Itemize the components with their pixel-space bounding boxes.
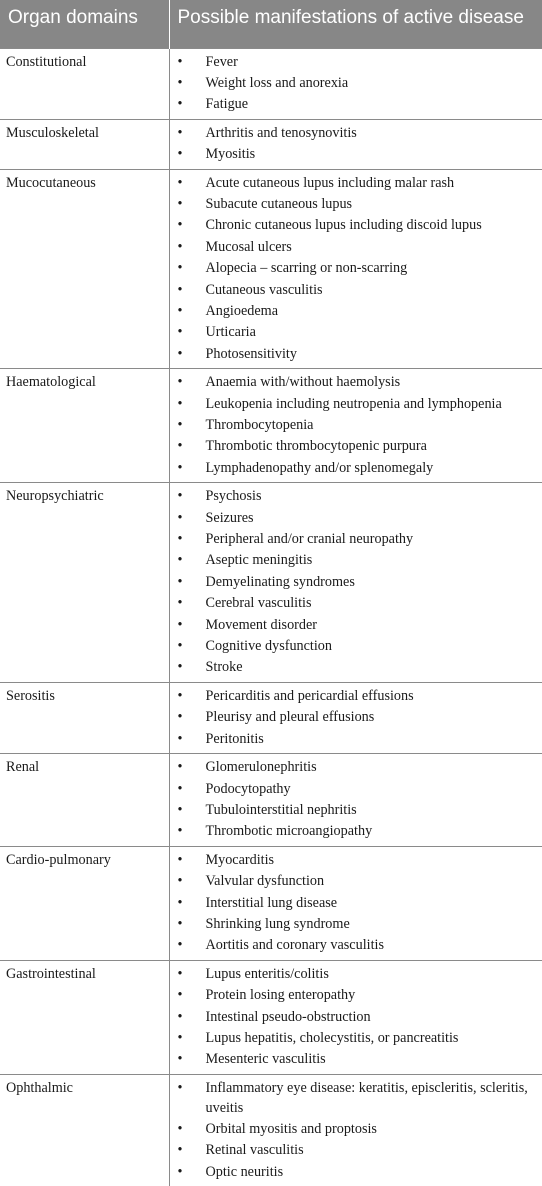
manifestations-list <box>170 483 542 682</box>
manifestations-cell <box>169 754 542 847</box>
manifestation-item: • Glomerulonephritis <box>170 757 539 778</box>
table-row <box>0 483 542 683</box>
manifestation-item: • Cutaneous vasculitis <box>170 280 539 301</box>
organ-domain-cell: Gastrointestinal <box>0 960 169 1074</box>
manifestation-item: • Mucosal ulcers <box>170 237 539 258</box>
manifestation-item: • Lymphadenopathy and/or splenomegaly <box>170 458 539 479</box>
organ-domain-cell: Cardio-pulmonary <box>0 846 169 960</box>
manifestations-cell <box>169 483 542 683</box>
table-row <box>0 682 542 753</box>
manifestations-cell <box>169 1074 542 1186</box>
manifestations-list <box>170 369 542 482</box>
manifestation-item: • Myocarditis <box>170 850 539 871</box>
manifestations-list <box>170 683 542 753</box>
manifestation-item: • Aseptic meningitis <box>170 550 539 571</box>
manifestation-item: • Optic neuritis <box>170 1162 539 1183</box>
manifestation-item: • Seizures <box>170 508 539 529</box>
manifestation-item: • Peripheral and/or cranial neuropathy <box>170 529 539 550</box>
table-row <box>0 1074 542 1186</box>
manifestation-item: • Lupus enteritis/colitis <box>170 964 539 985</box>
organ-domain-cell: Constitutional <box>0 48 169 119</box>
table-row <box>0 169 542 369</box>
header-organ-domains: Organ domains <box>0 0 169 48</box>
manifestation-item: • Arthritis and tenosynovitis <box>170 123 539 144</box>
manifestation-item: • Stroke <box>170 657 539 678</box>
manifestation-item: • Alopecia – scarring or non-scarring <box>170 258 539 279</box>
manifestations-list <box>170 961 542 1074</box>
manifestation-item: • Acute cutaneous lupus including malar rash <box>170 173 539 194</box>
organ-domain-cell: Serositis <box>0 682 169 753</box>
manifestations-cell <box>169 846 542 960</box>
manifestation-item: • Retinal vasculitis <box>170 1140 539 1161</box>
manifestation-item: • Tubulointerstitial nephritis <box>170 800 539 821</box>
table-row <box>0 846 542 960</box>
manifestation-item: • Movement disorder <box>170 615 539 636</box>
table-row <box>0 119 542 169</box>
manifestation-item: • Cognitive dysfunction <box>170 636 539 657</box>
header-manifestations: Possible manifestations of active disease <box>169 0 542 48</box>
table-row <box>0 369 542 483</box>
table-row <box>0 754 542 847</box>
organ-domain-cell: Renal <box>0 754 169 847</box>
manifestation-item: • Peritonitis <box>170 729 539 750</box>
manifestation-item: • Cerebral vasculitis <box>170 593 539 614</box>
manifestation-item: • Urticaria <box>170 322 539 343</box>
manifestation-item: • Pericarditis and pericardial effusions <box>170 686 539 707</box>
manifestation-item: • Protein losing enteropathy <box>170 985 539 1006</box>
manifestation-item: • Aortitis and coronary vasculitis <box>170 935 539 956</box>
manifestations-cell <box>169 119 542 169</box>
manifestations-list <box>170 120 542 169</box>
organ-domain-cell: Haematological <box>0 369 169 483</box>
manifestation-item: • Intestinal pseudo-obstruction <box>170 1007 539 1028</box>
manifestation-item: • Fever <box>170 52 539 73</box>
manifestations-list <box>170 170 542 369</box>
manifestation-item: • Shrinking lung syndrome <box>170 914 539 935</box>
manifestation-item: • Mesenteric vasculitis <box>170 1049 539 1070</box>
manifestation-item: • Thrombotic microangiopathy <box>170 821 539 842</box>
manifestation-item: • Myositis <box>170 144 539 165</box>
manifestations-cell <box>169 682 542 753</box>
manifestations-list <box>170 754 542 846</box>
manifestation-item: • Photosensitivity <box>170 344 539 365</box>
organ-domain-cell: Ophthalmic <box>0 1074 169 1186</box>
organ-domain-cell: Neuropsychiatric <box>0 483 169 683</box>
manifestation-item: • Angioedema <box>170 301 539 322</box>
manifestations-cell <box>169 369 542 483</box>
manifestation-item: • Valvular dysfunction <box>170 871 539 892</box>
table-row <box>0 48 542 119</box>
manifestation-item: • Thrombotic thrombocytopenic purpura <box>170 436 539 457</box>
manifestation-item: • Subacute cutaneous lupus <box>170 194 539 215</box>
manifestation-item: • Inflammatory eye disease: keratitis, episcleritis, scleritis, uveitis <box>170 1078 539 1119</box>
manifestations-cell <box>169 48 542 119</box>
header-row <box>0 0 542 48</box>
manifestation-item: • Interstitial lung disease <box>170 893 539 914</box>
organ-domain-cell: Musculoskeletal <box>0 119 169 169</box>
manifestation-item: • Fatigue <box>170 94 539 115</box>
organ-domain-cell: Mucocutaneous <box>0 169 169 369</box>
manifestation-item: • Podocytopathy <box>170 779 539 800</box>
manifestations-list <box>170 1075 542 1186</box>
manifestations-cell <box>169 960 542 1074</box>
manifestation-item: • Pleurisy and pleural effusions <box>170 707 539 728</box>
manifestations-list <box>170 49 542 119</box>
table-body <box>0 48 542 1186</box>
manifestation-item: • Thrombocytopenia <box>170 415 539 436</box>
manifestation-item: • Psychosis <box>170 486 539 507</box>
manifestation-item: • Orbital myositis and proptosis <box>170 1119 539 1140</box>
manifestation-item: • Chronic cutaneous lupus including discoid lupus <box>170 215 539 236</box>
manifestation-item: • Weight loss and anorexia <box>170 73 539 94</box>
manifestation-item: • Anaemia with/without haemolysis <box>170 372 539 393</box>
manifestations-list <box>170 847 542 960</box>
manifestations-cell <box>169 169 542 369</box>
table-row <box>0 960 542 1074</box>
manifestation-item: • Leukopenia including neutropenia and lymphopenia <box>170 394 539 415</box>
manifestation-item: • Demyelinating syndromes <box>170 572 539 593</box>
manifestation-item: • Lupus hepatitis, cholecystitis, or pancreatitis <box>170 1028 539 1049</box>
